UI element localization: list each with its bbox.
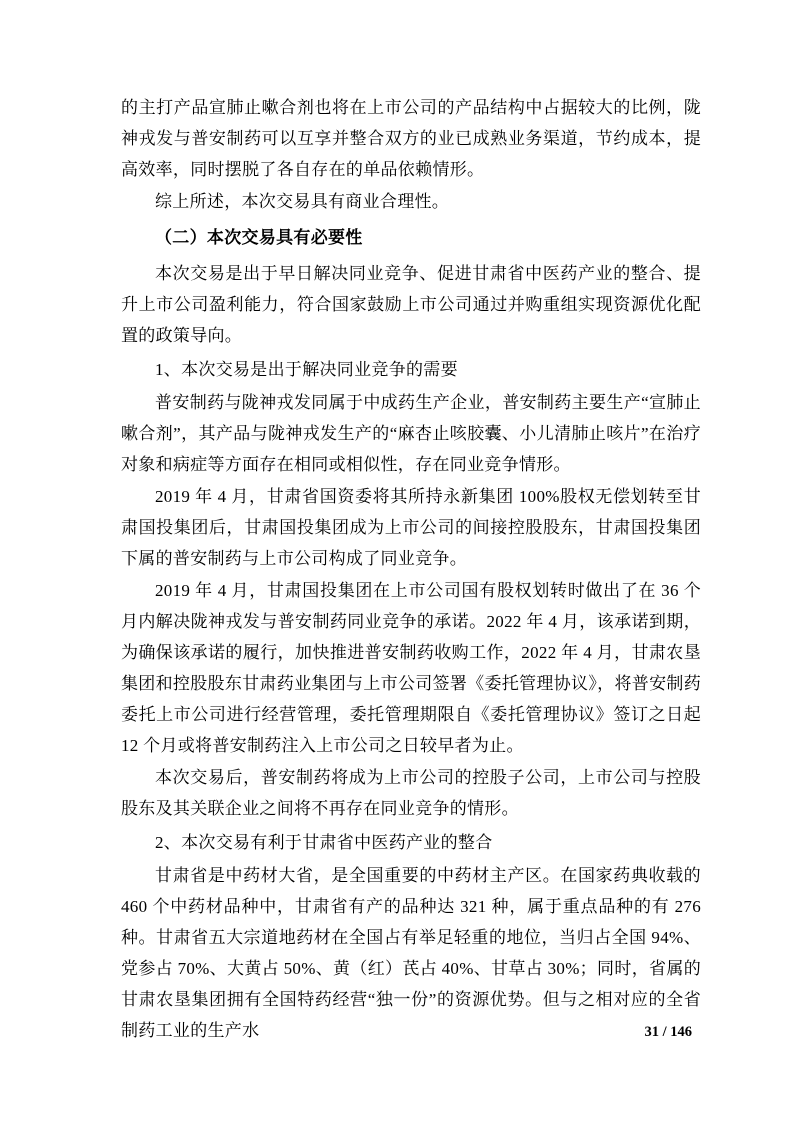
paragraph-post-transaction: 本次交易后，普安制药将成为上市公司的控股子公司，上市公司与控股股东及其关联企业之间将不再存在同业竞争的情形。 (121, 768, 701, 818)
paragraph-policy-orientation: 本次交易是出于早日解决同业竞争、促进甘肃省中医药产业的整合、提升上市公司盈利能力，符合国家鼓励上市公司通过并购重组实现资源优化配置的政策导向。 (121, 264, 701, 345)
section-heading-necessity: （二）本次交易具有必要性 (155, 228, 363, 247)
paragraph-competition-overlap: 普安制药与陇神戎发同属于中成药生产企业，普安制药主要生产“宣肺止嗽合剂”，其产品与陇神戎发生产的“麻杏止咳胶囊、小儿清肺止咳片”在治疗对象和病症等方面存在相同或相似性，存在同业竞争情形。 (121, 393, 701, 474)
paragraph-gansu-medicine-industry: 甘肃省是中药材大省，是全国重要的中药材主产区。在国家药典收载的 460 个中药材品种中，甘肃省有产的品种达 321 种，属于重点品种的有 276 种。甘肃省五大宗道地药材在全国占有举足轻重的地位，当归占全国 94%、党参占 70%、大黄占 50%、黄（红）芪占 40%、甘草占 30%；同时，省属的甘肃农垦集团拥有全国特药经营“独一份”的资源优势。但与之相对应的全省制药工业的生产水 (121, 866, 701, 1040)
subsection-heading-1: 1、本次交易是出于解决同业竞争的需要 (155, 360, 458, 379)
paragraph-continuation: 的主打产品宣肺止嗽合剂也将在上市公司的产品结构中占据较大的比例，陇神戎发与普安制药可以互享并整合双方的业已成熟业务渠道，节约成本，提高效率，同时摆脱了各自存在的单品依赖情形。 (121, 98, 701, 179)
document-body (121, 92, 701, 1047)
subsection-heading-2: 2、本次交易有利于甘肃省中医药产业的整合 (155, 833, 493, 852)
page-number: 31 / 146 (644, 1024, 692, 1040)
paragraph-conclusion: 综上所述，本次交易具有商业合理性。 (155, 192, 450, 211)
paragraph-2019-transfer: 2019 年 4 月，甘肃省国资委将其所持永新集团 100%股权无偿划转至甘肃国投集团后，甘肃国投集团成为上市公司的间接控股股东，甘肃国投集团下属的普安制药与上市公司构成了同业竞争。 (121, 487, 701, 568)
paragraph-commitment-entrustment: 2019 年 4 月，甘肃国投集团在上市公司国有股权划转时做出了在 36 个月内解决陇神戎发与普安制药同业竞争的承诺。2022 年 4 月，该承诺到期，为确保该承诺的履行，加快推进普安制药收购工作，2022 年 4 月，甘肃农垦集团和控股股东甘肃药业集团与上市公司签署《委托管理协议》，将普安制药委托上市公司进行经营管理，委托管理期限自《委托管理协议》签订之日起 12 个月或将普安制药注入上市公司之日较早者为止。 (121, 581, 701, 755)
